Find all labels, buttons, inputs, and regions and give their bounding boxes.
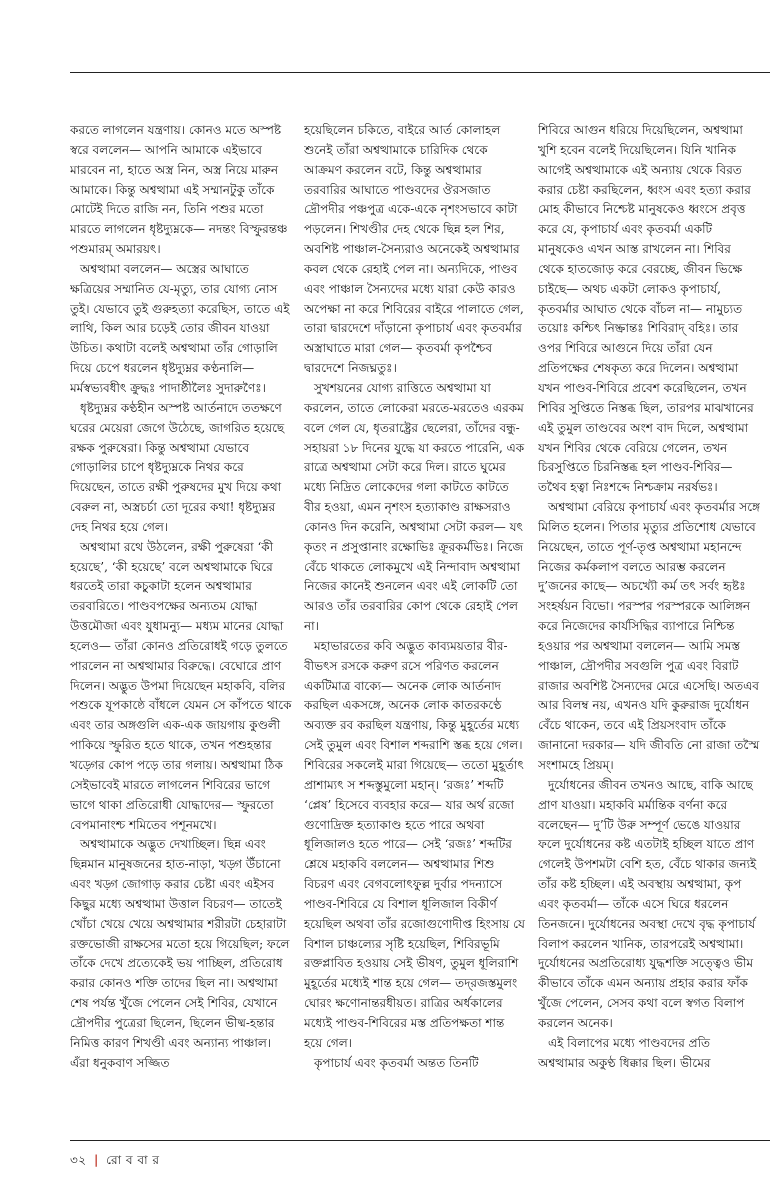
article-paragraph: এই বিলাপের মধ্যে পাণ্ডবদের প্রতি অশ্বত্থামার অকুণ্ঠ ধিক্কার ছিল। ভীমের: [538, 1035, 711, 1070]
article-column-3: [538, 121, 760, 1131]
bottom-rule: [70, 1140, 770, 1141]
article-paragraph: করতে লাগলেন যন্ত্রণায়। কোনও মতে অস্পষ্ট স্বরে বললেন— আপনি আমাকে এইভাবে মারবেন না, হাতে অস্ত্র নিন, অস্ত্র নিয়ে মারুন আমাকে। কিন্তু অশ্বত্থামা এই সম্মানটুকু তাঁকে মোটেই দিতে রাজি নন, তিনি পশুর মতো মারতে লাগলেন ধৃষ্টদ্যুম্নকে— নদন্তং বিস্ফুরন্তঞ্চ পশুমারম্ অমারয়ৎ।: [70, 123, 288, 257]
page-number: ৩২: [70, 1153, 87, 1167]
article-paragraph: অশ্বত্থামাকে অদ্ভুত দেখাচ্ছিল। ছিন্ন এবং ছিন্নমান মানুষজনের হাত-নাড়া, খড়্গ উঁচানো এবং খড়্গ জোগাড় করার চেষ্টা এবং এইসব কিছুর মধ্যে অশ্বত্থামা উত্তাল বিচরণ— তাতেই খোঁচা খেয়ে খেয়ে অশ্বত্থামার শরীরটা চেহারাটা রক্তভোজী রাক্ষসের মতো হয়ে গিয়েছিল; ফলে তাঁকে দেখে প্রত্যেকেই ভয় পাচ্ছিল, প্রতিরোধ করার কোনও শক্তি তাদের ছিল না। অশ্বত্থামা শেষ পর্যন্ত খুঁজে পেলেন সেই শিবির, যেখানে দ্রৌপদীর পুত্রেরা ছিলেন, ছিলেন ভীষ্ম-হন্তার নিমিত্ত কারণ শিখণ্ডী এবং অন্যান্য পাঞ্চাল। এঁরা ধনুকবাণ সজ্জিত: [70, 837, 290, 1070]
page-footer: [70, 1152, 159, 1168]
article-paragraph: অশ্বত্থামা বেরিয়ে কৃপাচার্য এবং কৃতবর্মার সঙ্গে মিলিত হলেন। পিতার মৃত্যুর প্রতিশোধ যেভাবে নিয়েছেন, তাতে পূর্ণ-তৃপ্ত অশ্বত্থামা মহানন্দে নিজের কর্মকলাপ বলতে আরম্ভ করলেন দু’জনের কাছে— অচখ্যৌ কর্ম তৎ সর্বং হৃষ্টঃ সংহর্ষয়ন বিভো। পরস্পর পরস্পরকে আলিঙ্গন করে নিজেদের কার্যসিদ্ধির ব্যাপারে নিশ্চিন্ত হওয়ার পর অশ্বত্থামা বললেন— আমি সমস্ত পাঞ্চাল, দ্রৌপদীর সবগুলি পুত্র এবং বিরাট রাজার অবশিষ্ট সৈন্যদের মেরে এসেছি। অতএব আর বিলম্ব নয়, এখনও যদি কুরুরাজ দুর্যোধন বেঁচে থাকেন, তবে এই প্রিয়সংবাদ তাঁকে জানানো দরকার— যদি জীবতি নো রাজা তস্মৈ সংশামহে প্রিয়ম্‌।: [538, 500, 760, 772]
article-paragraph: সুখশয়নের যোগ্য রাত্তিতে অশ্বত্থামা যা করলেন, তাতে লোকেরা মরতে-মরতেও এরকম বলে গেল যে, ধৃতরাষ্ট্রের ছেলেরা, তাঁদের বন্ধু-সহায়রা ১৮ দিনের যুদ্ধে যা করতে পারেনি, এক রাত্রে অশ্বত্থামা সেটা করে দিল। রাতে ঘুমের মধ্যে নিদ্রিত লোকেদের গলা কাটতে কাটতে বীর হওয়া, এমন নৃশংস হত্যাকাণ্ড রাক্ষসরাও কোনও দিন করেনি, অশ্বত্থামা সেটা করল— যৎ কৃতং ন প্রসুপ্তানাং রক্ষোভিঃ ক্রূরকর্মভিঃ। নিজে বেঁচে থাকতে লোকমুখে এই নিন্দাবাদ অশ্বত্থামা নিজের কানেই শুনলেন এবং এই লোকটি তো আরও তাঁর তরবারির কোপ থেকে রেহাই পেল না।: [304, 380, 525, 634]
magazine-name: রো ব বা র: [106, 1153, 160, 1167]
article-paragraph: ধৃষ্টদ্যুম্নর কণ্ঠহীন অস্পষ্ট আর্তনাদে ততক্ষণে ঘরের মেয়েরা জেগে উঠেছে, জাগরিত হয়েছে রক্ষক পুরুষেরা। কিন্তু অশ্বত্থামা যেভাবে গোড়ালির চাপে ধৃষ্টদ্যুম্নকে নিথর করে দিয়েছেন, তাতে রক্ষী পুরুষদের মুখ দিয়ে কথা বেরুল না, অস্ত্রচর্চা তো দূরের কথা! ধৃষ্টদ্যুম্নর দেহ নিথর হয়ে গেল।: [70, 400, 285, 534]
article-column-1: [70, 121, 292, 1131]
article-paragraph: অশ্বত্থামা রথে উঠলেন, রক্ষী পুরুষেরা ‘কী হয়েছে’, ‘কী হয়েছে’ বলে অশ্বত্থামাকে ঘিরে ধরতেই তারা কচুকাটা হলেন অশ্বত্থামার তরবারিতে। পাণ্ডবপক্ষের অন্যতম যোদ্ধা উত্তমৌজা এবং যুধামন্যু— মধ্যম মানের যোদ্ধা হলেও— তাঁরা কোনও প্রতিরোধই গড়ে তুলতে পারলেন না অশ্বত্থামার বিরুদ্ধে। বেঘোরে প্রাণ দিলেন। অদ্ভুত উপমা দিয়েছেন মহাকবি, বলির পশুকে যূপকাষ্ঠে বাঁধলে যেমন সে কাঁপতে থাকে এবং তার অঙ্গগুলি এক-এক জায়গায় কুণ্ডলী পাকিয়ে স্ফুরিত হতে থাকে, তখন পশুহন্তার খড়্গের কোপ পড়ে তার গলায়। অশ্বত্থামা ঠিক সেইভাবেই মারতে লাগলেন শিবিরের ভাগে ভাগে থাকা প্রতিরোধী যোদ্ধাদের— স্ফুরতো বেপমানাংশ্চ শমিতেব পশূনমখে।: [70, 539, 292, 832]
article-body: [70, 121, 760, 1131]
article-paragraph: হয়েছিলেন চকিতে, বাইরে আর্ত কোলাহল শুনেই তাঁরা অশ্বত্থামাকে চারিদিক থেকে আক্রমণ করলেন বটে, কিন্তু অশ্বত্থামার তরবারির আঘাতে পাণ্ডবদের ঔরসজাত দ্রৌপদীর পঞ্চপুত্র একে-একে নৃশংসভাবে কাটা পড়লেন। শিখণ্ডীর দেহ থেকে ছিন্ন হল শির, অবশিষ্ট পাঞ্চাল-সৈন্যরাও অনেকেই অশ্বত্থামার কবল থেকে রেহাই পেল না। অন্যদিকে, পাণ্ডব এবং পাঞ্চাল সৈন্যদের মধ্যে যারা কেউ কারও অপেক্ষা না করে শিবিরের বাইরে পালাতে গেল, তারা দ্বারদেশে দাঁড়ানো কৃপাচার্য এবং কৃতবর্মার অস্ত্রাঘাতে মারা গেল— কৃতবর্মা কৃপশ্চৈব দ্বারদেশে নিজঘ্নতুঃ।: [304, 123, 524, 376]
article-paragraph: দুর্যোধনের জীবন তখনও আছে, বাকি আছে প্রাণ যাওয়া। মহাকবি মর্মান্তিক বর্ণনা করে বলেছেন— দু’টি উরু সম্পূর্ণ ভেঙে যাওয়ার ফলে দুর্যোধনের কষ্ট এতটাই হচ্ছিল যাতে প্রাণ গেলেই উপশমটা বেশি হত, বেঁচে থাকার জন্যই তাঁর কষ্ট হচ্ছিল। এই অবস্থায় অশ্বত্থামা, কৃপ এবং কৃতবর্মা— তাঁকে এসে ঘিরে ধরলেন তিনজনে। দুর্যোধনের অবস্থা দেখে বৃদ্ধ কৃপাচার্য বিলাপ করলেন খানিক, তারপরেই অশ্বত্থামা। দুর্যোধনের অপ্রতিরোধ্য যুদ্ধশক্তি সত্ত্বেও ভীম কীভাবে তাঁকে এমন অন্যায় প্রহার করার ফাঁক খুঁজে পেলেন, সেসব কথা বলে স্বগত বিলাপ করলেন অনেক।: [538, 777, 757, 1030]
top-rule: [70, 72, 770, 73]
article-paragraph: কৃপাচার্য এবং কৃতবর্মা অন্তত তিনটি: [314, 1055, 479, 1070]
article-paragraph: মহাভারতের কবি অদ্ভুত কাব্যময়তার বীর-বীভৎস রসকে করুণ রসে পরিণত করলেন একটিমাত্র বাক্যে— অনেক লোক আর্তনাদ করছিল একসঙ্গে, অনেক লোক কাতরকণ্ঠে অব্যক্ত রব করছিল যন্ত্রণায়, কিন্তু মুহূর্তের মধ্যে সেই তুমুল এবং বিশাল শব্দরাশি স্তব্ধ হয়ে গেল। শিবিরের সকলেই মারা গিয়েছে— ততো মুহূর্তাৎ প্রাশাম্যৎ স শব্দস্তুমুলো মহান্‌। ‘রজঃ’ শব্দটি ‘প্লেষ’ হিসেবে ব্যবহার করে— যার অর্থ রজো গুণোদ্রিক্ত হত্যাকাণ্ড হতে পারে অথবা ধূলিজালও হতে পারে— সেই ‘রজঃ’ শব্দটির শ্লেষে মহাকবি বললেন— অশ্বত্থামার শিশু বিচরণ এবং বেগবলোৎফুল্ল দুর্বার পদন্যাসে পাণ্ডব-শিবিরে যে বিশাল ধূলিজাল বিকীর্ণ হয়েছিল অথবা তাঁর রজোগুণোদীপ্ত হিংসায় যে বিশাল চাঞ্চল্যের সৃষ্টি হয়েছিল, শিবিরভূমি রক্তপ্লাবিত হওয়ায় সেই ভীষণ, তুমুল ধূলিরাশি মুহূর্তের মধ্যেই শান্ত হয়ে গেল— তদ্‌রজস্তমুলং ঘোরং ক্ষণোনান্তরধীয়ত। রাত্রির অর্ধকালের মধ্যেই পাণ্ডব-শিবিরের মস্ত প্রতিপক্ষতা শান্ত হয়ে গেল।: [304, 638, 525, 1050]
article-column-2: [304, 121, 526, 1131]
article-paragraph: শিবিরে আগুন ধরিয়ে দিয়েছিলেন, অশ্বত্থামা খুশি হবেন বলেই দিয়েছিলেন। যিনি খানিক আগেই অশ্বত্থামাকে এই অন্যায় থেকে বিরত করার চেষ্টা করছিলেন, ধ্বংস এবং হত্যা করার মোহ কীভাবে নিশ্চেষ্ট মানুষকেও ধ্বংসে প্রবৃত্ত করে যে, কৃপাচার্য এবং কৃতবর্মা একটি মানুষকেও এখন আস্ত রাখলেন না। শিবির থেকে হাতজোড় করে বেরচ্ছে, জীবন ভিক্ষে চাইছে— অথচ একটা লোকও কৃপাচার্য, কৃতবর্মার আঘাত থেকে বাঁচল না— নামুচ্যত তয়োঃ কশ্চিৎ নিষ্ক্রান্তঃ শিবিরাদ্‌ বহিঃ। তার ওপর শিবিরে আগুনে দিয়ে তাঁরা যেন প্রতিপক্ষের শেষকৃত্য করে দিলেন। অশ্বত্থামা যখন পাণ্ডব-শিবিরে প্রবেশ করেছিলেন, তখন শিবির সুপ্তিতে নিস্তব্ধ ছিল, তারপর মাঝখানের এই তুমুল তাণ্ডবের অংশ বাদ দিলে, অশ্বত্থামা যখন শিবির থেকে বেরিয়ে গেলেন, তখন চিরসুপ্তিতে চিরনিস্তব্ধ হল পাণ্ডব-শিবির— তথৈব হত্বা নিঃশব্দে নিশ্চক্রাম নরর্ষভঃ।: [538, 123, 754, 495]
article-paragraph: অশ্বত্থামা বললেন— অস্ত্রের আঘাতে ক্ষত্রিয়ের সম্মানিত যে-মৃত্যু, তার যোগ্য নোস তুই। যেভাবে তুই গুরুহত্যা করেছিস, তাতে এই লাথি, কিল আর চড়েই তোর জীবন যাওয়া উচিত। কথাটা বলেই অশ্বত্থামা তাঁর গোড়ালি দিয়ে চেপে ধরলেন ধৃষ্টদ্যুম্নর কণ্ঠনালি—মর্মস্বভ্যবধীৎ ক্রুদ্ধঃ পাদাষ্ঠীলৈঃ সুদারুণৈঃ।: [70, 261, 290, 395]
footer-separator: |: [93, 1153, 99, 1167]
